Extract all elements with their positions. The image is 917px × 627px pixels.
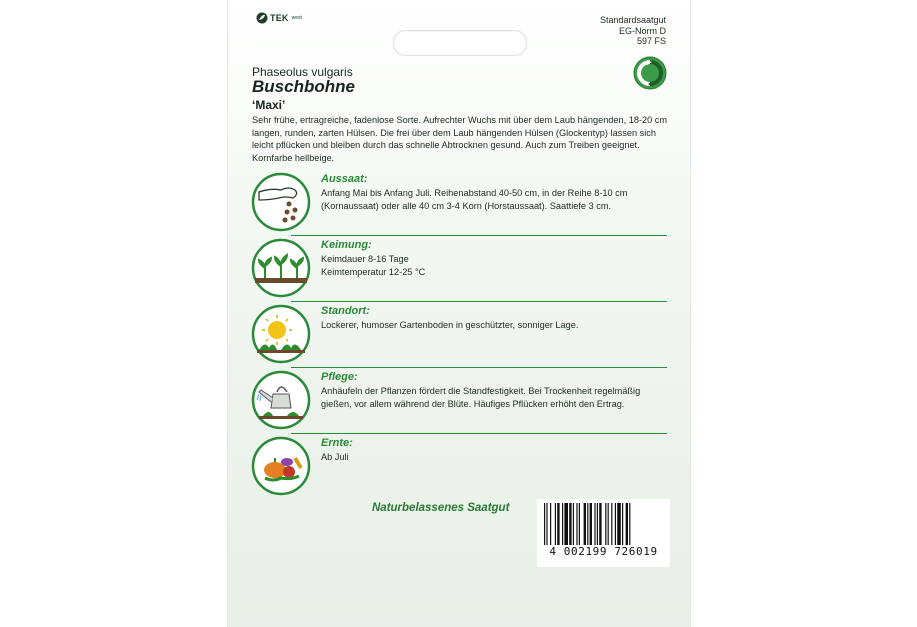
standard-line-1: Standardsaatgut <box>599 15 666 25</box>
barcode-bar <box>611 503 612 545</box>
barcode-bar <box>590 503 592 545</box>
section-heading: Standort: <box>321 305 370 317</box>
section-standort <box>251 304 667 368</box>
brand-leaf-icon <box>256 12 268 24</box>
barcode-bar <box>617 503 621 545</box>
product-description: Sehr frühe, ertragreiche, fadenlose Sorte. Aufrechter Wuchs mit über dem Laub hängenden, 18-20 cm langen, runden, zarten Hülsen. Die frei über dem Laub hängenden Hülsen (Glockentyp) lassen sich leicht pflücken und bleiben durch das schnelle Abtrocknen gesund. Auch zum Treiben geeignet. Kornfarbe hellbeige. <box>252 115 668 163</box>
seedlings-icon <box>251 238 311 298</box>
section-text: Anhäufeln der Pflanzen fördert die Standfestigkeit. Bei Trockenheit regelmäßig gießen, vor allem während der Blüte. Häufiges Pflücken erhöht den Ertrag. <box>321 386 641 409</box>
tagline: Naturbelassenes Saatgut <box>372 502 510 514</box>
barcode-bar <box>629 503 630 545</box>
brand-suffix: west <box>291 15 302 21</box>
seed-sowing-icon <box>251 172 311 232</box>
section-divider <box>291 301 667 302</box>
recycling-green-dot-icon <box>633 56 667 90</box>
section-text: Anfang Mai bis Anfang Juli. Reihenabstand 40-50 cm, in der Reihe 8-10 cm (Kornaussaat) oder alle 40 cm 3-4 Korn (Horstaussaat). Saattiefe 3 cm. <box>321 188 628 211</box>
section-heading: Aussaat: <box>321 173 368 185</box>
seed-standard <box>600 15 666 47</box>
standard-line-3: 597 FS <box>636 36 666 46</box>
product-title: Buschbohne <box>252 77 355 96</box>
section-heading: Ernte: <box>321 437 353 449</box>
barcode-bar <box>555 503 556 545</box>
section-heading: Pflege: <box>321 371 358 383</box>
latin-name: Phaseolus vulgaris <box>252 65 353 79</box>
watering-can-icon <box>251 370 311 430</box>
barcode-bar <box>587 503 588 545</box>
section-aussaat <box>251 172 667 236</box>
section-text: Keimdauer 8-16 Tage Keimtemperatur 12-25 °C <box>321 254 426 277</box>
barcode-bar <box>584 503 586 545</box>
barcode-digits: 4 002199 726019 <box>549 545 658 558</box>
label-window <box>393 30 527 56</box>
barcode-bar <box>546 503 547 545</box>
barcode-bar <box>544 503 545 545</box>
section-divider <box>291 235 667 236</box>
section-divider <box>291 367 667 368</box>
barcode-bar <box>608 503 609 545</box>
section-heading: Keimung: <box>321 239 372 251</box>
barcode-bar <box>557 503 559 545</box>
barcode-bar <box>594 503 595 545</box>
barcode <box>537 499 670 567</box>
barcode-bar <box>605 503 606 545</box>
harvest-vegetables-icon <box>251 436 311 496</box>
brand-name: TEK <box>270 13 289 23</box>
barcode-bar <box>597 503 598 545</box>
section-text: Ab Juli <box>321 452 349 462</box>
barcode-bar <box>579 503 580 545</box>
barcode-bar <box>569 503 571 545</box>
section-keimung <box>251 238 667 302</box>
barcode-bar <box>550 503 551 545</box>
section-ernte <box>251 436 667 500</box>
barcode-bar <box>573 503 574 545</box>
barcode-bar <box>599 503 601 545</box>
sun-location-icon <box>251 304 311 364</box>
section-pflege <box>251 370 667 434</box>
barcode-bar <box>576 503 577 545</box>
barcode-bar <box>622 503 623 545</box>
brand-logo <box>256 12 302 24</box>
variety-name: ‘Maxi’ <box>252 98 286 112</box>
barcode-bar <box>626 503 628 545</box>
barcode-bars <box>542 503 665 545</box>
section-text: Lockerer, humoser Gartenboden in geschützter, sonniger Lage. <box>321 320 579 330</box>
barcode-bar <box>564 503 568 545</box>
barcode-bar <box>615 503 616 545</box>
standard-line-2: EG-Norm D <box>619 25 666 36</box>
barcode-bar <box>562 503 563 545</box>
section-divider <box>291 433 667 434</box>
